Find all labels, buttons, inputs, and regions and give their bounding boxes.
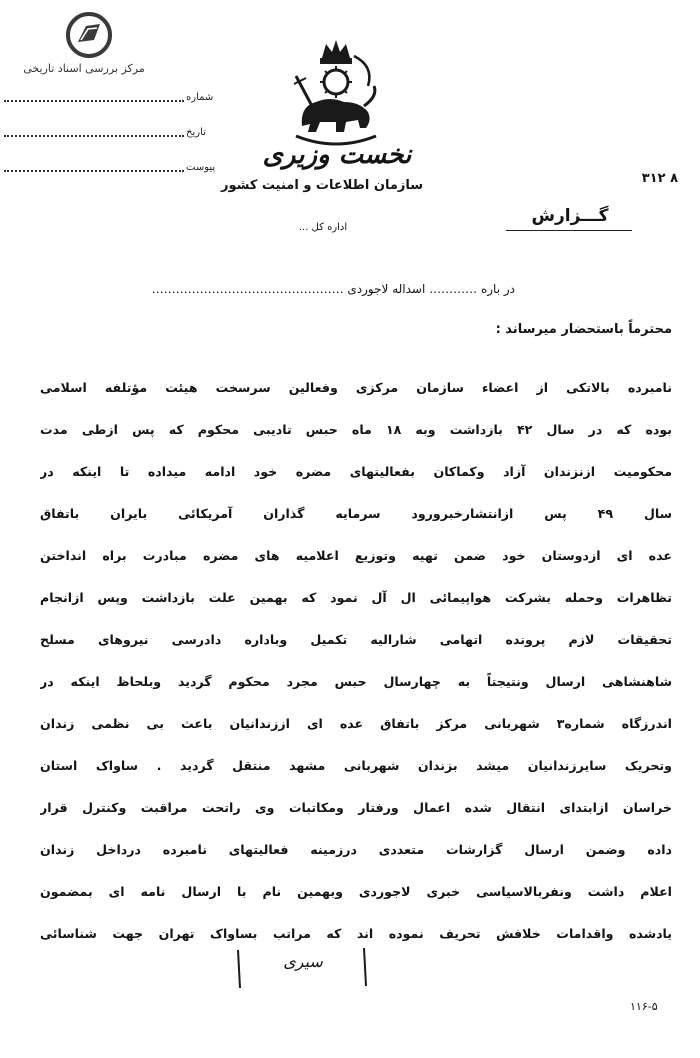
- body-line: محکومیت ازنزندان آزاد وکماکان بفعالیتهای مضره خود ادامه میداده تا اینکه در: [40, 464, 672, 479]
- body-line: اندرزگاه شماره۳ شهربانی مرکز باتفاق عده ای اززندانیان باعث بی نظمی زندان: [40, 716, 672, 731]
- subject-trailing-dots: …………………………………………: [151, 282, 344, 296]
- body-line: شاهنشاهی ارسال ونتیجتاً به چهارسال حبس مجرد محکوم گردید وبلحاظ اینکه در: [40, 674, 672, 689]
- watermark-org-name: مرکز بررسی اسناد تاریخی: [23, 62, 145, 75]
- body-line: داده وضمن ارسال گزارشات متعددی درزمینه فعالیتهای نامبرده درداخل زندان: [40, 842, 672, 857]
- body-line: عده ای ازدوستان خود ضمن تهیه وتوزیع اعلامیه های مضره مبادرت براه انداختن: [40, 548, 672, 563]
- footer-number: ۱۱۶-۵: [630, 1000, 658, 1013]
- body-line: اعلام داشت ونفربالاسیاسی خبری لاجوردی وبهمین نام با ارسال نامه ای بمضمون: [40, 884, 672, 899]
- field-label-number: شماره: [186, 92, 214, 103]
- body-line: خراسان ازابتدای انتقال شده اعمال ورفتار ومکاتبات وی راتحت مراقبت وکنترل قرار: [40, 800, 672, 815]
- watermark: [14, 12, 154, 84]
- document-number: ۳۱۲ ۸: [641, 171, 678, 186]
- header-org: سازمان اطلاعات و امنیت کشور: [220, 178, 424, 193]
- field-line-attachment: [4, 170, 184, 172]
- subject-line: [150, 282, 515, 296]
- field-line-date: [4, 135, 184, 137]
- body-line: تحقیقات لازم پرونده اتهامی شارالیه تکمیل وباداره دادرسی نیروهای مسلح: [40, 632, 672, 647]
- document-kind: گـــزارش: [531, 206, 609, 226]
- body-line: وتحریک سایرزندانیان میشد بزندان شهربانی مشهد منتقل گردید . ساواک استان: [40, 758, 672, 773]
- body-line: بوده که در سال ۴۲ بازداشت وبه ۱۸ ماه حبس تادیبی محکوم که پس ازطی مدت: [40, 422, 672, 437]
- body-line: سال ۴۹ پس ازانتشارخبرورود سرمایه گذاران آمریکائی بایران باتفاق: [40, 506, 672, 521]
- signature-name: سیری: [283, 952, 323, 971]
- body-line: یادشده واقدامات خلافش تحریف نموده اند که مراتب بساواک تهران جهت شناسائی: [40, 926, 672, 941]
- salutation: محترماً باستحضار میرساند :: [495, 322, 672, 337]
- field-label-date: تاریخ: [186, 127, 206, 138]
- field-line-number: [4, 100, 184, 102]
- document-kind-underline: [506, 230, 632, 231]
- subject-label: در باره: [480, 282, 515, 296]
- body-line: نامبرده بالاتکی از اعضاء سازمان مرکزی وفعالین سرسخت هیئت مؤتلفه اسلامی: [40, 380, 672, 395]
- lion-and-sun-crown-emblem-icon: [286, 36, 386, 148]
- subject-value: اسداله لاجوردی: [347, 282, 426, 296]
- body-line: تظاهرات وحمله بشرکت هواپیمائی ال آل نمود که بهمین علت بازداشت وپس ازانجام: [40, 590, 672, 605]
- subject-dots: …………: [425, 282, 478, 296]
- document-center-logo-icon: [66, 12, 112, 58]
- header-dept: اداره کل ...: [298, 222, 348, 233]
- report-body: [40, 367, 672, 955]
- header-title: نخست وزیری: [262, 140, 412, 170]
- signature: [228, 940, 378, 996]
- field-label-attachment: پیوست: [186, 162, 216, 173]
